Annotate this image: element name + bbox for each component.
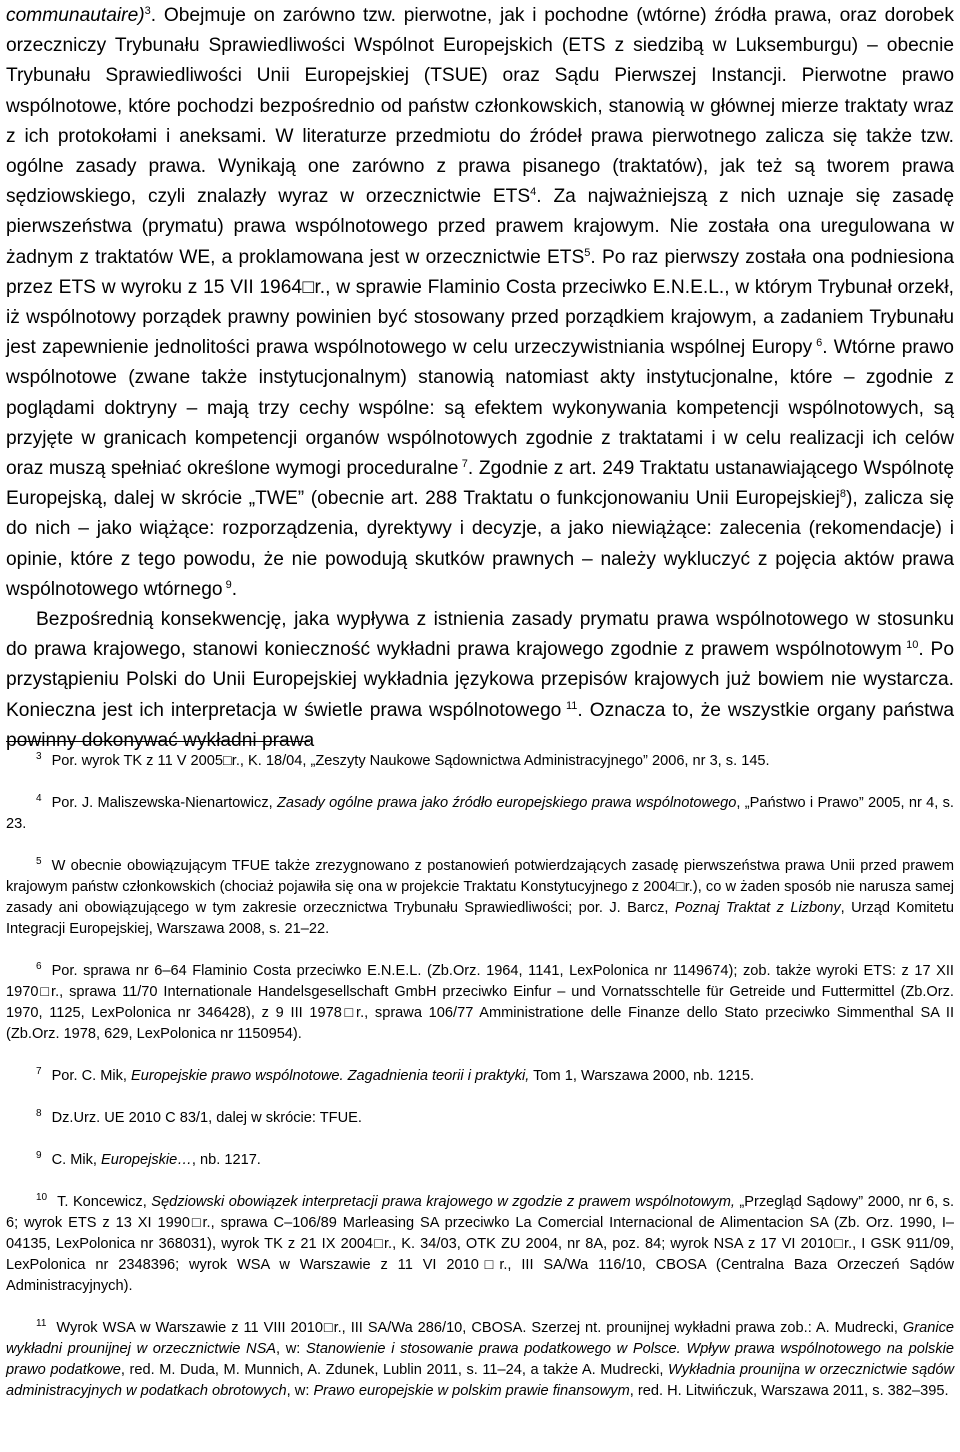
footnote-text: Por. wyrok TK z 11 V 2005□r., K. 18/04, „Zeszyty Naukowe Sądownictwa Administracyjnego” 2006, nr 3, s. 145. [51, 753, 770, 769]
footnote-ref-8[interactable]: 8 [839, 488, 846, 501]
footnote-11 [6, 1318, 954, 1402]
text-fragment: Bezpośrednią konsekwencję, jaka wypływa z istnienia zasady prymatu prawa wspólnotowego w stosunku do prawa krajowego, stanowi konieczność wykładni prawa krajowego zgodnie z prawem wspólnotowym [6, 609, 954, 661]
text-fragment: . Zgodnie z art. 249 Traktatu ustanawiającego Wspólnotę Europejską, dalej w skrócie „TWE” (obecnie art. 288 Traktatu o funkcjonowaniu Unii Europejskiej [6, 458, 955, 510]
footnote-text: C. Mik, [51, 1152, 102, 1168]
footnote-text: , nb. 1217. [191, 1152, 261, 1168]
footnote-number: 8 [36, 1108, 42, 1119]
footnote-number: 3 [36, 751, 42, 762]
footnote-title: Stanowienie i stosowanie prawa podatkowego w Polsce. Wpływ prawa wspólnotowego na polskie prawo podatkowe [6, 1341, 955, 1378]
text-fragment: . Za najważniejszą z nich uznaje się zasadę pierwszeństwa (prymatu) prawa wspólnotowego przed prawem krajowym. Nie została ona uregulowana w żadnym z traktatów WE, a proklamowana jest w orzecznictwie ETS [6, 186, 954, 268]
text-fragment: . Oznacza to, że wszystkie organy państwa powinny dokonywać wykładni prawa [6, 699, 955, 751]
footnote-text: , w: [286, 1383, 314, 1399]
footnote-text: , w: [276, 1341, 307, 1357]
footnote-3 [6, 751, 954, 772]
footnote-5 [6, 856, 954, 940]
text-fragment: . [231, 578, 238, 600]
footnote-6 [6, 961, 954, 1045]
footnote-ref-4[interactable]: 4 [530, 186, 537, 199]
footnote-number: 4 [36, 793, 42, 804]
footnote-title: Poznaj Traktat z Lizbony [674, 900, 841, 916]
footnote-number: 9 [36, 1150, 42, 1161]
footnote-text: „Przegląd Sądowy” 2000, nr 6, s. 6; wyrok ETS z 13 XI 1990□r., sprawa C–106/89 Marleasing SA przeciwko La Comercial Internacional de Alimentacion SA (Zb. Orz. 1990, I–04135, LexPolonica nr 368031), wyrok TK z 21 IX 2004□r., K. 34/03, OTK ZU 2004, nr 8A, poz. 84; wyrok NSA z 17 VI 2010□r., I GSK 911/09, LexPolonica nr 2348396; wyrok WSA w Warszawie z 11 VI 2010□r., III SA/Wa 116/10, CBOSA (Centralna Baza Orzeczeń Sądów Administracyjnych). [6, 1194, 954, 1294]
text-fragment: . Po raz pierwszy została ona podniesiona przez ETS w wyroku z 15 VII 1964□r., w sprawie Flaminio Costa przeciwko E.N.E.L., w którym Trybunał orzekł, iż wspólnotowy porządek prawny powinien być stosowany przed porządkiem krajowym, a zadaniem Trybunału jest zapewnienie jednolitości prawa wspólnotowego w celu urzeczywistniania wspólnej Europy [6, 246, 954, 359]
footnote-title: Wykładnia prounijna w orzecznictwie sądów administracyjnych w podatkach obrotowych [6, 1362, 954, 1399]
footnote-text: Por. sprawa nr 6–64 Flaminio Costa przeciwko E.N.E.L. (Zb.Orz. 1964, 1141, LexPolonica nr 1149674); zob. także wyroki ETS: z 17 XII 1970□r., sprawa 11/70 Internationale Handelsgesellschaft GmbH przeciwko Einfur – und Vornatsschtelle für Getreide und Futtermittel (Zb.Orz. 1970, 1125, LexPolonica nr 346428), z 9 III 1978□r., sprawa 106/77 Amministratione delle Finanze dello Stato przeciwko Simmenthal SA II (Zb.Orz. 1978, 629, LexPolonica nr 1150954). [6, 963, 954, 1042]
footnote-ref-7[interactable]: 7 [458, 458, 468, 471]
footnote-4 [6, 793, 954, 835]
footnote-text: , red. H. Litwińczuk, Warszawa 2011, s. 382–395. [629, 1383, 949, 1399]
footnote-text: Por. C. Mik, [51, 1068, 132, 1084]
footnote-7 [6, 1066, 954, 1087]
footnote-title: Europejskie prawo wspólnotowe. Zagadnienia teorii i praktyki, [131, 1068, 530, 1084]
footnote-title: Prawo europejskie w polskim prawie finansowym [313, 1383, 630, 1399]
footnote-ref-9[interactable]: 9 [222, 578, 232, 591]
footnote-text: Wyrok WSA w Warszawie z 11 VIII 2010□r., III SA/Wa 286/10, CBOSA. Szerzej nt. prounijnej wykładni prawa zob.: A. Mudrecki, [56, 1320, 903, 1336]
footnote-text: Tom 1, Warszawa 2000, nb. 1215. [529, 1068, 755, 1084]
text-fragment: . Obejmuje on zarówno tzw. pierwotne, jak i pochodne (wtórne) źródła prawa, oraz dorobek orzeczniczy Trybunału Sprawiedliwości Wspólnot Europejskich (ETS z siedzibą w Luksemburgu) – obecnie Trybunału Sprawiedliwości Unii Europejskiej (TSUE) oraz Sądu Pierwszej Instancji. [6, 5, 954, 87]
paragraph-2 [6, 605, 954, 756]
footnote-text: , Urząd Komitetu Integracji Europejskiej, Warszawa 2008, s. 21–22. [6, 900, 955, 937]
footnote-text: T. Koncewicz, [57, 1194, 152, 1210]
text-fragment-italic: communautaire) [6, 5, 145, 26]
footnote-title: Europejskie… [101, 1152, 192, 1168]
text-fragment: Pierwotne prawo wspólnotowe, które pochodzi bezpośrednio od państw członkowskich, stanowią w głównej mierze traktaty wraz z ich protokołami i aneksami. W literaturze przedmiotu do źródeł prawa pierwotnego zalicza się także tzw. ogólne zasady prawa. [6, 65, 955, 178]
text-fragment: . Po przystąpieniu Polski do Unii Europejskiej wykładnia językowa przepisów krajowych już bowiem nie wystarcza. Konieczna jest ich interpretacja w świetle prawa wspólnotowego [6, 639, 954, 721]
footnote-separator [6, 741, 310, 742]
text-fragment: ), zalicza się do nich – jako wiążące: rozporządzenia, dyrektywy i decyzje, a jako niewiążące: zalecenia (rekomendacje) i opinie, które z tego powodu, że nie powodują skutków prawnych – należy wykluczyć z pojęcia aktów prawa wspólnotowego wtórnego [6, 488, 954, 600]
footnote-8 [6, 1108, 954, 1129]
footnotes [6, 751, 954, 1402]
footnote-ref-3[interactable]: 3 [144, 5, 151, 17]
footnote-text: , red. M. Duda, M. Munnich, A. Zdunek, Lublin 2011, s. 11–24, a także A. Mudrecki, [120, 1362, 669, 1378]
footnote-number: 10 [36, 1192, 48, 1203]
footnote-text: , „Państwo i Prawo” 2005, nr 4, s. 23. [6, 795, 954, 832]
footnote-text: Dz.Urz. UE 2010 C 83/1, dalej w skrócie: TFUE. [51, 1110, 362, 1126]
footnote-text: Por. J. Maliszewska-Nienartowicz, [51, 795, 277, 811]
footnote-9 [6, 1150, 954, 1171]
footnote-ref-5[interactable]: 5 [584, 246, 591, 259]
footnote-number: 11 [36, 1318, 47, 1329]
footnote-title: Sędziowski obowiązek interpretacji prawa krajowego w zgodzie z prawem wspólnotowym, [151, 1194, 735, 1210]
footnote-ref-6[interactable]: 6 [812, 337, 823, 350]
footnote-title: Zasady ogólne prawa jako źródło europejskiego prawa wspólnotowego [277, 795, 737, 811]
document-page [6, 0, 955, 1399]
footnote-ref-10[interactable]: 10 [901, 639, 919, 652]
text-fragment: Wynikają one zarówno z prawa pisanego (traktatów), jak też są tworem prawa sędziowskiego, czyli znalazły wyraz w orzecznictwie ETS [6, 156, 955, 208]
footnote-text: W obecnie obowiązującym TFUE także zrezygnowano z postanowień potwierdzających zasadę pierwszeństwa prawa Unii przed prawem krajowym państw członkowskich (chociaż pojawiła się ona w projekcie Traktatu Konstytucyjnego z 2004□r.), co w żaden sposób nie narusza samej zasady ani obowiązującego w tym zakresie orzecznictwa Trybunału Sprawiedliwości; por. J. Barcz, [6, 858, 954, 916]
footnote-number: 7 [36, 1066, 42, 1077]
footnote-number: 6 [36, 961, 42, 972]
footnote-number: 5 [36, 856, 42, 867]
paragraph-1 [6, 1, 954, 605]
main-text [6, 0, 954, 756]
footnote-title: Granice wykładni prounijnej w orzecznictwie NSA [6, 1320, 954, 1357]
footnote-10 [6, 1192, 954, 1297]
footnote-ref-11[interactable]: 11 [561, 699, 578, 712]
text-fragment: . Wtórne prawo wspólnotowe (zwane także instytucjonalnym) stanowią natomiast akty instytucjonalne, które – zgodnie z poglądami doktryny – mają trzy cechy wspólne: są efektem wykonywania kompetencji wspólnotowych, są przyjęte w granicach kompetencji organów wspólnotowych zgodnie z traktatami i w celu realizacji ich celów oraz muszą spełniać określone wymogi proceduralne [6, 337, 954, 480]
